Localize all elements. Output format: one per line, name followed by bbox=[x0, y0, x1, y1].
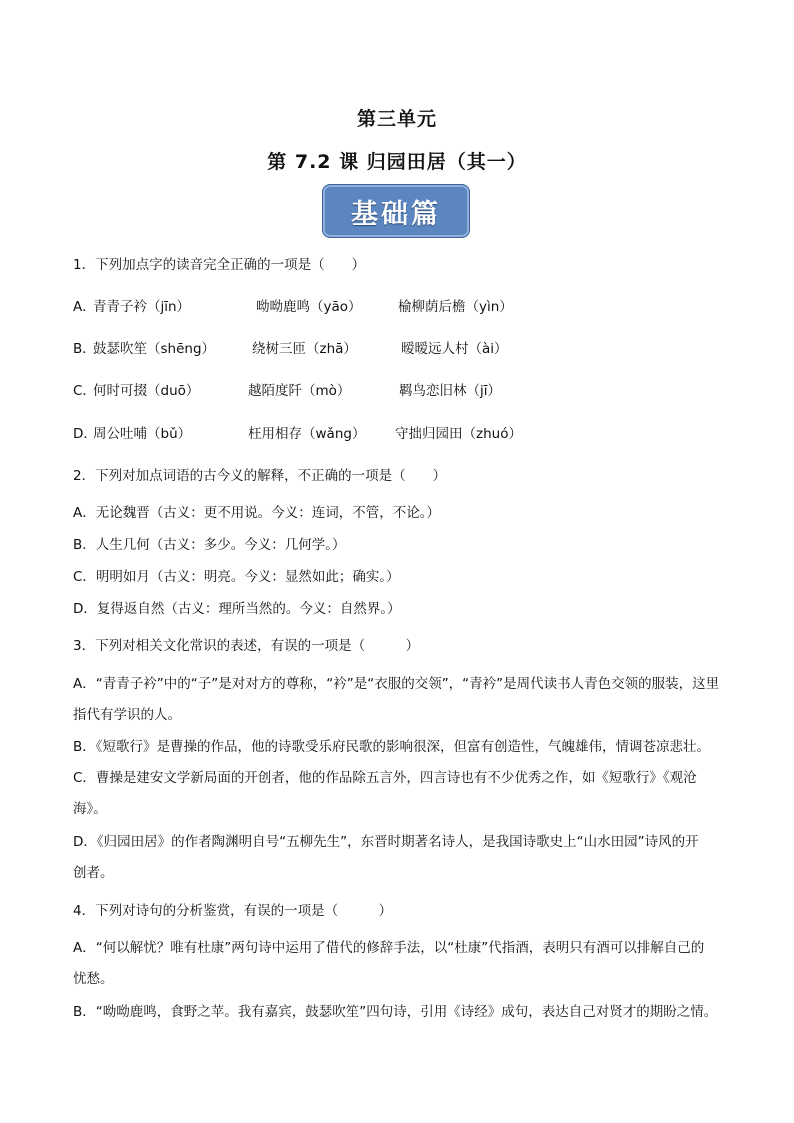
q1-option-c-item-2: 越陌度阡（mò） bbox=[248, 383, 351, 399]
q1-option-a-item-1: 青青子衿（jīn） bbox=[93, 299, 191, 315]
q3-option-d-line-2: 创者。 bbox=[73, 865, 114, 881]
question-3-stem: 3．下列对相关文化常识的表述，有误的一项是（ ） bbox=[73, 638, 420, 654]
q2-option-d: D．复得返自然（古义：理所当然的。今义：自然界。） bbox=[73, 601, 401, 617]
q3-option-d-line-1: D．《归园田居》的作者陶渊明自号“五柳先生”，东晋时期著名诗人，是我国诗歌史上“山水田园”诗风的开 bbox=[73, 834, 699, 850]
q1-option-d-item-2: 枉用相存（wǎng） bbox=[248, 426, 366, 442]
section-badge bbox=[322, 184, 470, 238]
q3-option-a-line-2: 指代有学识的人。 bbox=[73, 707, 181, 723]
q4-option-b: B．“呦呦鹿鸣，食野之苹。我有嘉宾，鼓瑟吹笙”四句诗，引用《诗经》成句，表达自己对贤才的期盼之情。 bbox=[73, 1004, 718, 1020]
q3-option-b: B．《短歌行》是曹操的作品，他的诗歌受乐府民歌的影响很深，但富有创造性，气魄雄伟，情调苍凉悲壮。 bbox=[73, 739, 711, 755]
section-badge-label: 基础篇 bbox=[351, 198, 441, 230]
q3-option-a-line-1: A．“青青子衿”中的“子”是对对方的尊称，“衿”是“衣服的交领”，“青衿”是周代读书人青色交领的服装，这里 bbox=[73, 676, 720, 692]
q1-option-d-label: D． bbox=[73, 426, 97, 442]
q4-option-a-line-1: A．“何以解忧？唯有杜康”两句诗中运用了借代的修辞手法，以“杜康”代指酒，表明只有酒可以排解自己的 bbox=[73, 940, 705, 956]
q3-option-c-line-1: C．曹操是建安文学新局面的开创者，他的作品除五言外，四言诗也有不少优秀之作，如《短歌行》《观沧 bbox=[73, 770, 697, 786]
lesson-title: 第 7.2 课 归园田居（其一） bbox=[267, 151, 527, 173]
q1-option-d-item-3: 守拙归园田（zhuó） bbox=[395, 426, 522, 442]
q1-option-b-label: B． bbox=[73, 341, 96, 357]
q2-option-c: C．明明如月（古义：明亮。今义：显然如此；确实。） bbox=[73, 569, 400, 585]
q1-option-b-item-1: 鼓瑟吹笙（shēng） bbox=[93, 341, 216, 357]
q3-option-c-line-2: 海》。 bbox=[73, 801, 107, 817]
q4-option-a-line-2: 忧愁。 bbox=[73, 971, 114, 987]
question-4-stem: 4．下列对诗句的分析鉴赏，有误的一项是（ ） bbox=[73, 903, 393, 919]
q2-option-b: B．人生几何（古义：多少。今义：几何学。） bbox=[73, 537, 346, 553]
question-2-stem: 2．下列对加点词语的古今义的解释，不正确的一项是（ ） bbox=[73, 468, 447, 484]
q1-option-a-label: A． bbox=[73, 299, 96, 315]
q1-option-b-item-3: 暧暧远人村（ài） bbox=[401, 341, 508, 357]
q1-option-a-item-2: 呦呦鹿鸣（yāo） bbox=[256, 299, 362, 315]
q1-option-a-item-3: 榆柳荫后檐（yìn） bbox=[398, 299, 513, 315]
q2-option-a: A．无论魏晋（古义：更不用说。今义：连词，不管，不论。） bbox=[73, 505, 440, 521]
q1-option-b-item-2: 绕树三匝（zhā） bbox=[252, 341, 357, 357]
q1-option-d-item-1: 周公吐哺（bǔ） bbox=[93, 426, 192, 442]
question-1-stem: 1．下列加点字的读音完全正确的一项是（ ） bbox=[73, 257, 366, 273]
q1-option-c-item-1: 何时可掇（duō） bbox=[93, 383, 200, 399]
unit-title: 第三单元 bbox=[356, 108, 437, 130]
q1-option-c-label: C． bbox=[73, 383, 96, 399]
q1-option-c-item-3: 羁鸟恋旧林（jī） bbox=[399, 383, 502, 399]
